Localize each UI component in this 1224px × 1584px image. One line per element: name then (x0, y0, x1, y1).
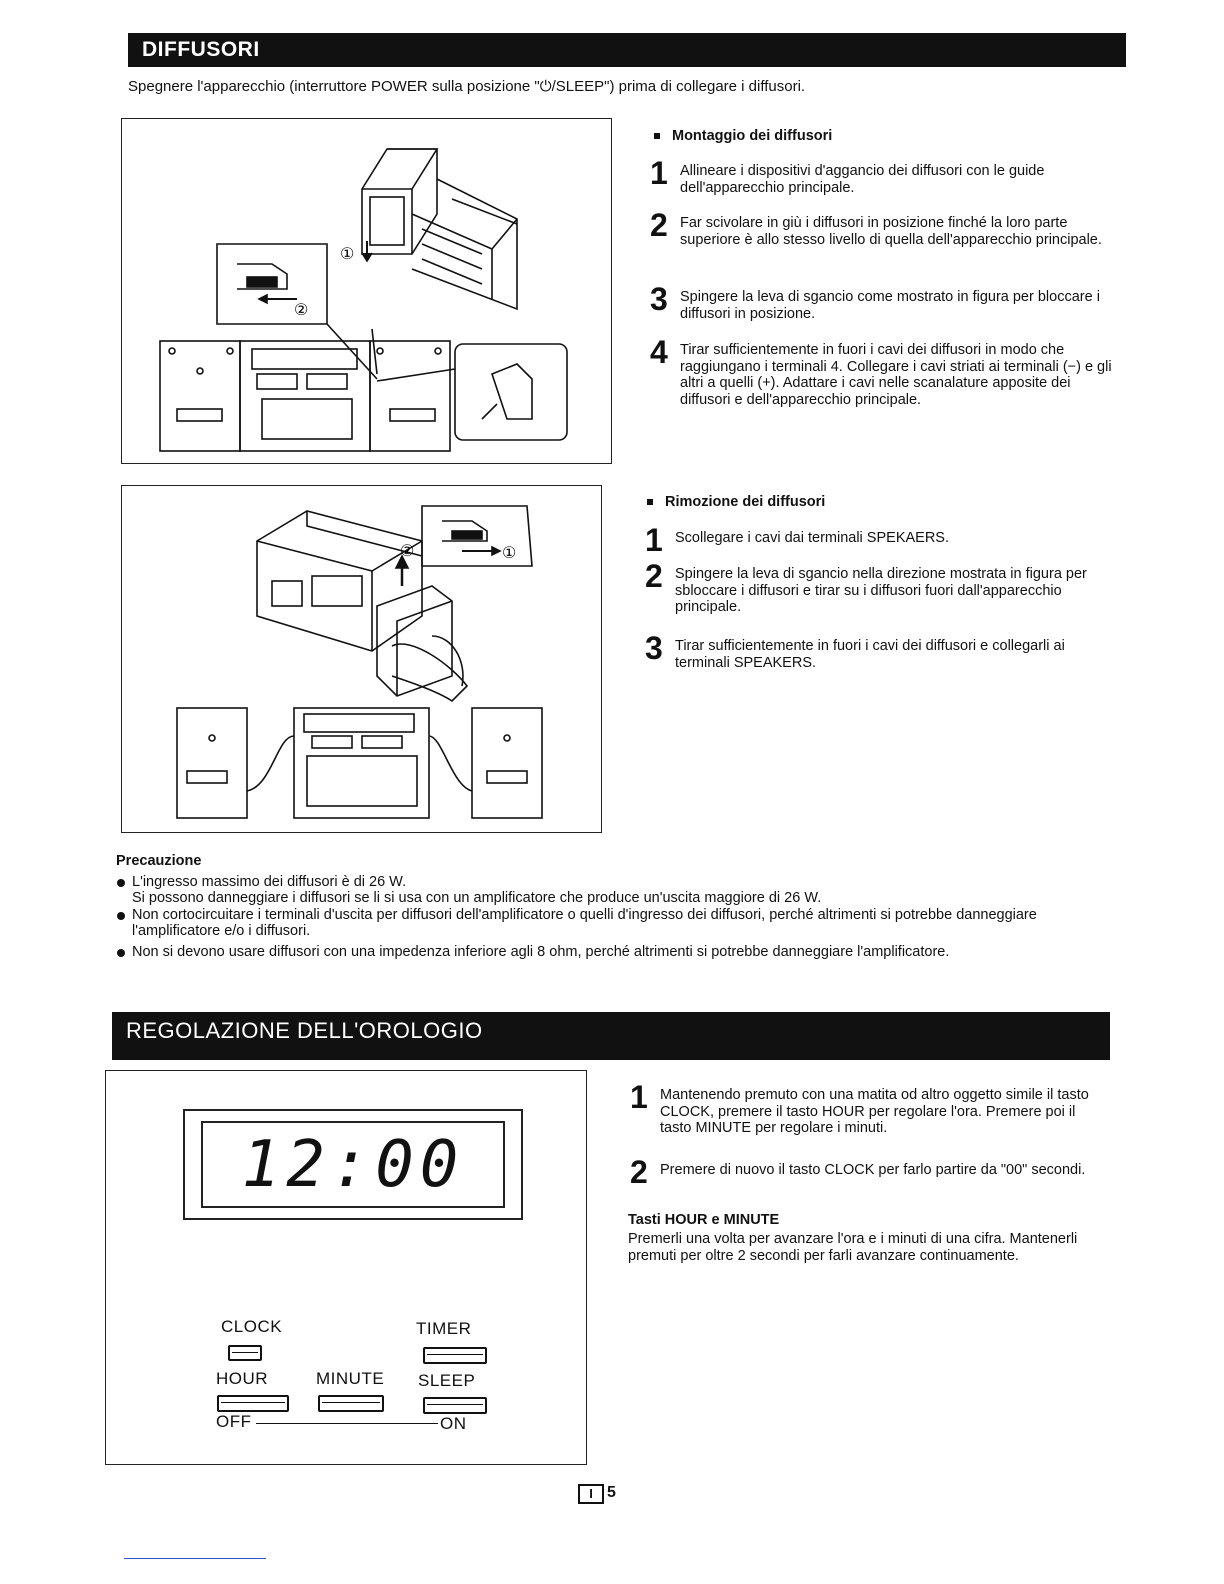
montaggio-step-1: 1 Allineare i dispositivi d'aggancio dei diffusori con le guide dell'apparecchio principale. (650, 155, 1045, 196)
precauzione-block (116, 853, 1111, 960)
minute-button[interactable] (318, 1395, 384, 1412)
sleep-button[interactable] (423, 1397, 487, 1414)
mark-two-b: ② (400, 543, 415, 560)
lcd-time: 12:00 (241, 1128, 465, 1202)
hour-button[interactable] (217, 1395, 289, 1412)
precauzione-note: Si possono danneggiare i diffusori se li si usa con un amplificatore che produce un'uscita maggiore di 26 W. (132, 890, 822, 906)
rimozione-illustration (122, 486, 601, 832)
language-badge: I (578, 1484, 604, 1504)
off-on-line (256, 1423, 438, 1424)
figure-rimozione (121, 485, 602, 833)
square-bullet-icon (654, 133, 660, 139)
montaggio-step-4: 4 Tirar sufficientemente in fuori i cavi dei diffusori in modo che raggiungano i terminali 4. Collegare i cavi striati ai terminali (−) e gli altri a quelli (+). Adattare i cavi nelle scanalature apposite dei diffusori e dell'apparecchio principale. (650, 334, 1112, 408)
montaggio-heading: Montaggio dei diffusori (654, 128, 832, 144)
section-banner-diffusori (128, 33, 1126, 67)
clock-button[interactable] (228, 1345, 262, 1361)
precauzione-bullet-1: L'ingresso massimo dei diffusori è di 26 W. (116, 874, 1111, 891)
tasti-text: Premerli una volta per avanzare l'ora e i minuti di una cifra. Mantenerli premuti per oltre 2 secondi per farli avanzare continuamente. (628, 1231, 1078, 1264)
precauzione-bullet-3: Non si devono usare diffusori con una impedenza inferiore agli 8 ohm, perché altrimenti si potrebbe danneggiare l'amplificatore. (116, 944, 1111, 961)
page-number: 5 (607, 1484, 616, 1501)
square-bullet-icon (647, 499, 653, 505)
orologio-step-1: 1 Mantenendo premuto con una matita od altro oggetto simile il tasto CLOCK, premere il tasto HOUR per regolare l'ora. Premere poi il tasto MINUTE per regolare i minuti. (630, 1079, 1089, 1136)
tasti-heading: Tasti HOUR e MINUTE (628, 1212, 780, 1228)
timer-button[interactable] (423, 1347, 487, 1364)
minute-label: MINUTE (316, 1369, 385, 1388)
figure-montaggio (121, 118, 612, 464)
orologio-step-2: 2 Premere di nuovo il tasto CLOCK per farlo partire da "00" secondi. (630, 1154, 1086, 1190)
rimozione-step-1: 1 Scollegare i cavi dai terminali SPEKAERS. (645, 522, 950, 558)
montaggio-step-2: 2 Far scivolare in giù i diffusori in posizione finché la loro parte superiore è allo stesso livello di quella dell'apparecchio principale. (650, 207, 1102, 248)
timer-label: TIMER (416, 1319, 472, 1338)
intro-text: Spegnere l'apparecchio (interruttore POWER sulla posizione "⏻/SLEEP") prima di collegare i diffusori. (128, 78, 806, 95)
off-label: OFF (216, 1412, 252, 1431)
section-title: REGOLAZIONE DELL'OROLOGIO (126, 1018, 483, 1043)
mark-two: ② (294, 302, 309, 319)
rimozione-step-3: 3 Tirar sufficientemente in fuori i cavi dei diffusori e collegarli ai terminali SPEAKERS. (645, 630, 1065, 671)
section-title: DIFFUSORI (142, 38, 260, 61)
rimozione-heading: Rimozione dei diffusori (647, 494, 825, 510)
montaggio-step-3: 3 Spingere la leva di sgancio come mostrato in figura per bloccare i diffusori in posizione. (650, 281, 1100, 322)
precauzione-title: Precauzione (116, 853, 202, 869)
clock-label: CLOCK (221, 1317, 283, 1336)
lcd-display (183, 1109, 523, 1220)
on-label: ON (440, 1414, 467, 1433)
footer-rule (124, 1558, 266, 1559)
section-banner-orologio (112, 1012, 1110, 1060)
mark-one-b: ① (502, 545, 517, 562)
precauzione-bullet-2: Non cortocircuitare i terminali d'uscita per diffusori dell'amplificatore o quelli d'ingresso dei diffusori, perché altrimenti si potrebbe danneggiare l'amplificatore e/o i diffusori. (116, 907, 1111, 940)
montaggio-illustration (122, 119, 611, 463)
figure-clock-panel (105, 1070, 587, 1465)
rimozione-step-2: 2 Spingere la leva di sgancio nella direzione mostrata in figura per sbloccare i diffusori e tirar su i diffusori fuori dall'apparecchio principale. (645, 558, 1087, 615)
hour-label: HOUR (216, 1369, 269, 1388)
mark-one: ① (340, 246, 355, 263)
sleep-label: SLEEP (418, 1371, 476, 1390)
